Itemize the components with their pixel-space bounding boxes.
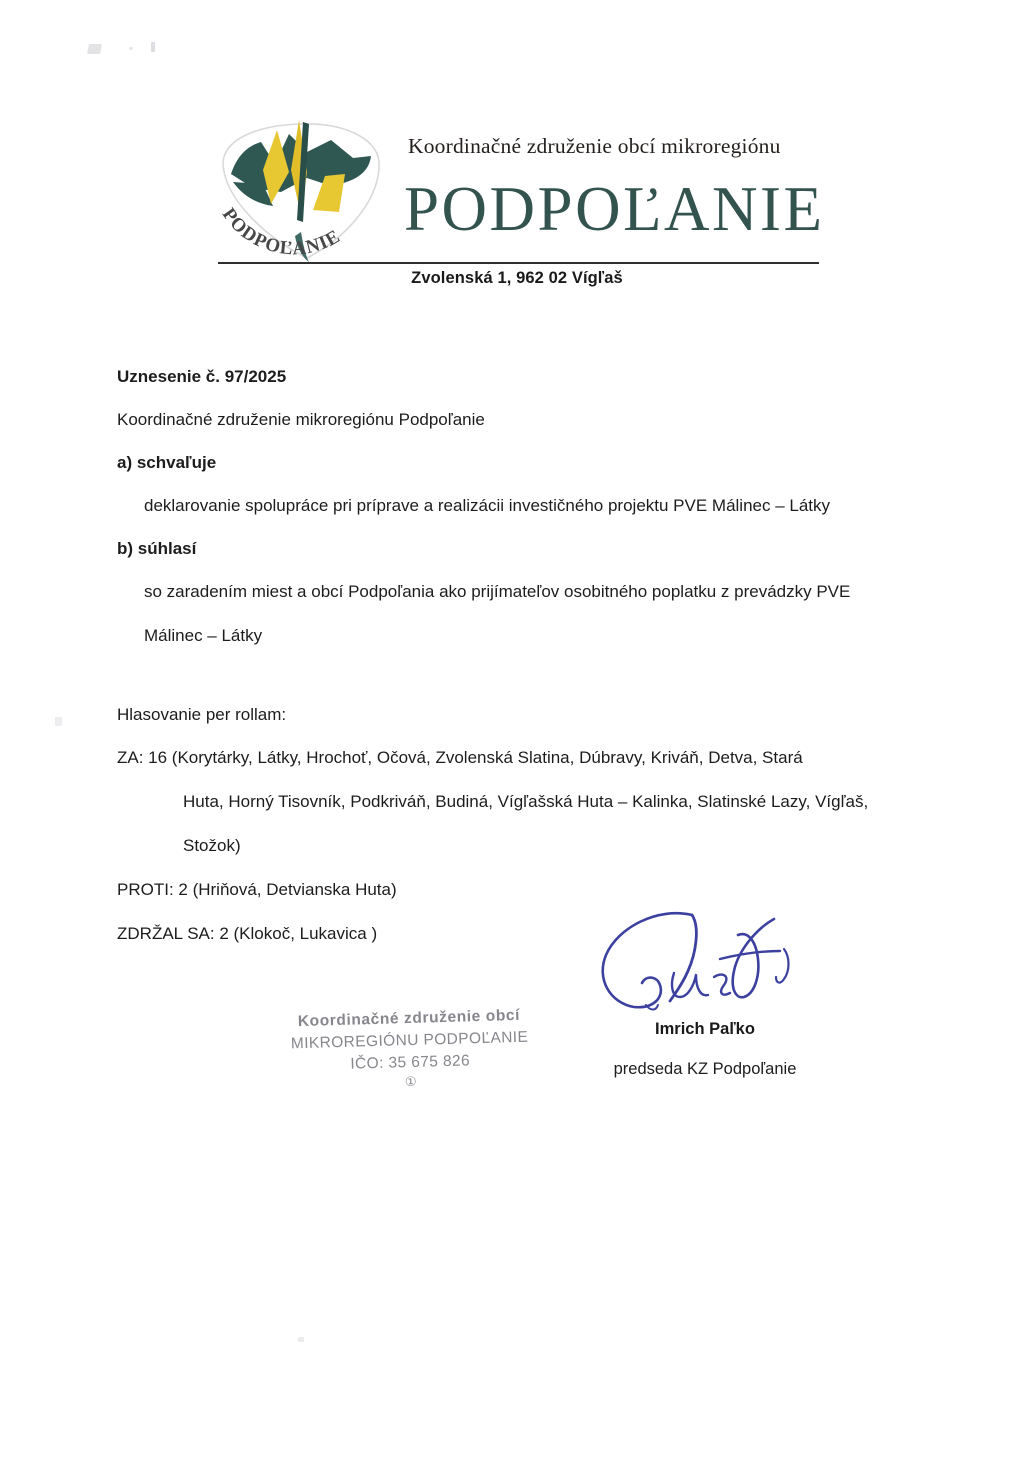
podpolanie-shield-logo-icon (203, 112, 395, 267)
votes-for-line-3: Stožok) (183, 836, 241, 855)
votes-against: PROTI: 2 (Hriňová, Detvianska Huta) (117, 880, 397, 899)
point-b-text-line-2: Málinec – Látky (144, 626, 263, 645)
votes-for-line-1: ZA: 16 (Korytárky, Látky, Hrochoť, Očová, Zvolenská Slatina, Dúbravy, Kriváň, Detva, Stará (117, 748, 803, 767)
point-b-label: b) súhlasí (117, 539, 197, 558)
organisation-address-text: Zvolenská 1, 962 02 Vígľaš (411, 269, 623, 287)
resolution-title: Uznesenie č. 97/2025 (117, 367, 287, 386)
signatory-role: predseda KZ Podpoľanie (613, 1060, 797, 1078)
voting-heading: Hlasovanie per rollam: (117, 705, 287, 724)
organisation-address (0, 269, 1024, 288)
handwritten-signature-icon (588, 905, 810, 1017)
letterhead (0, 0, 1024, 300)
point-a-text: deklarovanie spolupráce pri príprave a realizácii investičného projektu PVE Málinec – Látky (144, 496, 831, 515)
svg-text:PODPOĽANIE: PODPOĽANIE (217, 204, 345, 260)
votes-for-line-2: Huta, Horný Tisovník, Podkriváň, Budiná, Vígľašská Huta – Kalinka, Slatinské Lazy, Vígľaš, (183, 792, 869, 811)
stamp-circled-mark: ① (404, 1073, 417, 1090)
stamp-line-1: Koordinačné združenie obcí (297, 1006, 521, 1031)
official-rubber-stamp (284, 1007, 536, 1106)
issuer-line: Koordinačné združenie mikroregiónu Podpoľanie (117, 410, 485, 429)
scan-artifact (55, 717, 62, 726)
point-b-text-line-1: so zaradením miest a obcí Podpoľania ako prijímateľov osobitného poplatku z prevádzky PVE (144, 582, 851, 601)
organisation-wordmark: PODPOĽANIE (404, 174, 825, 244)
point-a-label: a) schvaľuje (117, 453, 217, 472)
votes-abstained: ZDRŽAL SA: 2 (Klokoč, Lukavica ) (117, 924, 378, 943)
stamp-line-3: IČO: 35 675 826 (350, 1052, 471, 1073)
document-body (117, 368, 907, 942)
signatory-name: Imrich Paľko (655, 1020, 755, 1038)
organisation-subtitle: Koordinačné združenie obcí mikroregiónu (408, 134, 781, 158)
letterhead-divider (218, 262, 819, 264)
scan-artifact (298, 1337, 304, 1342)
stamp-line-2: MIKROREGIÓNU PODPOĽANIE (290, 1028, 529, 1053)
